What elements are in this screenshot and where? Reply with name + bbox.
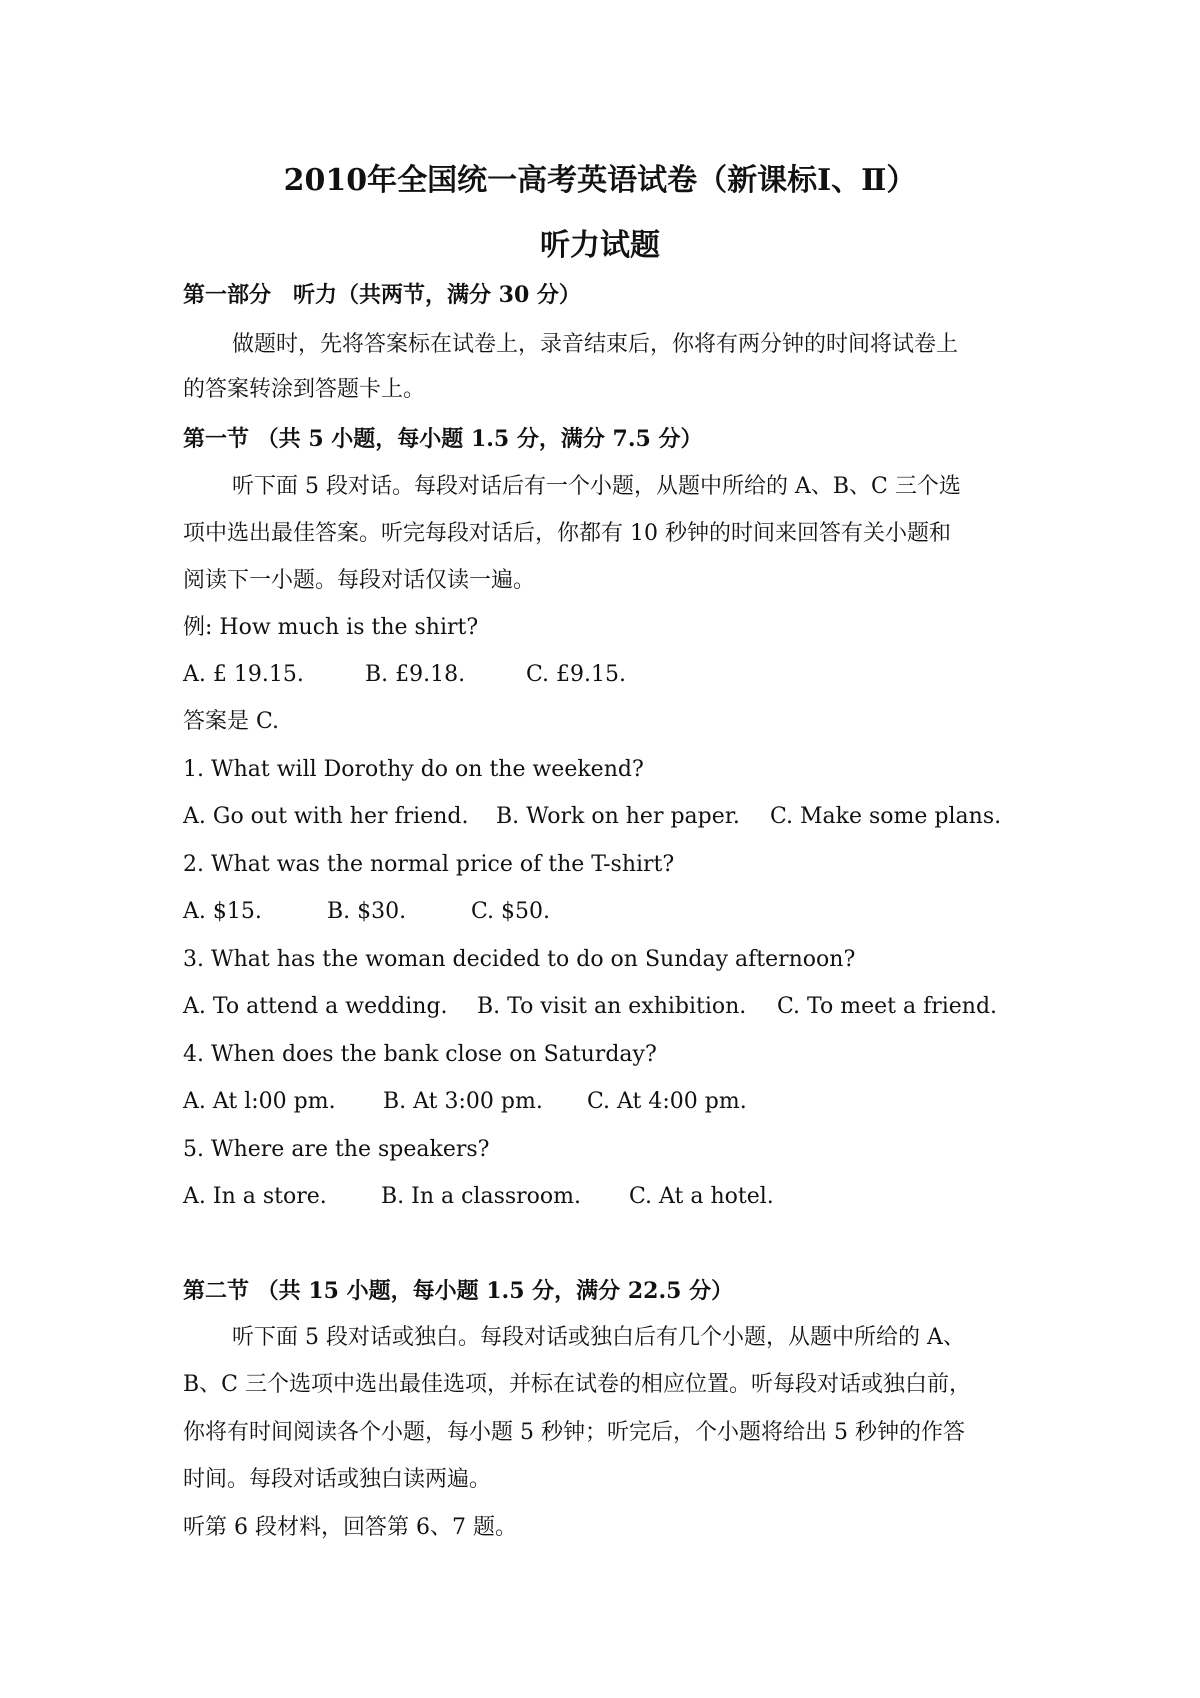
option-b: B. $30. bbox=[327, 899, 407, 924]
option-b: B. To visit an exhibition. bbox=[477, 994, 747, 1019]
section2-instruction-line: 时间。每段对话或独白读两遍。 bbox=[183, 1467, 492, 1492]
question-4: 4. When does the bank close on Saturday? bbox=[183, 1042, 657, 1067]
option-b: B. £9.18. bbox=[365, 662, 466, 687]
option-c: C. £9.15. bbox=[526, 662, 627, 687]
document-subtitle: 听力试题 bbox=[540, 228, 660, 263]
option-b: B. Work on her paper. bbox=[496, 804, 740, 829]
question-3: 3. What has the woman decided to do on Sunday afternoon? bbox=[183, 947, 856, 972]
option-c: C. Make some plans. bbox=[770, 804, 1002, 829]
option-c: C. To meet a friend. bbox=[777, 994, 998, 1019]
option-a: A. To attend a wedding. bbox=[183, 994, 448, 1019]
section1-instruction-line: 项中选出最佳答案。听完每段对话后，你都有 10 秒钟的时间来回答有关小题和 bbox=[183, 521, 951, 546]
question-5: 5. Where are the speakers? bbox=[183, 1137, 490, 1162]
option-c: C. $50. bbox=[471, 899, 551, 924]
material-note: 听第 6 段材料，回答第 6、7 题。 bbox=[183, 1515, 517, 1540]
option-a: A. £ 19.15. bbox=[183, 662, 304, 687]
section2-heading: 第二节 （共 15 小题，每小题 1.5 分，满分 22.5 分） bbox=[183, 1278, 734, 1304]
section2-instruction-line: 你将有时间阅读各个小题，每小题 5 秒钟；听完后，个小题将给出 5 秒钟的作答 bbox=[183, 1420, 965, 1445]
option-c: C. At 4:00 pm. bbox=[587, 1089, 747, 1114]
section1-heading: 第一节 （共 5 小题，每小题 1.5 分，满分 7.5 分） bbox=[183, 426, 703, 452]
part1-instruction-line: 的答案转涂到答题卡上。 bbox=[183, 377, 426, 402]
section1-instruction-line: 听下面 5 段对话。每段对话后有一个小题，从题中所给的 A、B、C 三个选 bbox=[232, 474, 961, 499]
question-2: 2. What was the normal price of the T-shirt? bbox=[183, 852, 675, 877]
section2-instruction-line: B、C 三个选项中选出最佳选项，并标在试卷的相应位置。听每段对话或独白前， bbox=[183, 1372, 971, 1397]
document-title: 2010年全国统一高考英语试卷（新课标Ⅰ、Ⅱ） bbox=[283, 163, 917, 198]
part1-heading: 第一部分 听力（共两节，满分 30 分） bbox=[183, 282, 581, 308]
example-question: 例: How much is the shirt? bbox=[183, 615, 479, 640]
example-answer: 答案是 C. bbox=[183, 709, 280, 734]
section2-instruction-line: 听下面 5 段对话或独白。每段对话或独白后有几个小题，从题中所给的 A、 bbox=[232, 1325, 965, 1350]
option-b: B. In a classroom. bbox=[381, 1184, 582, 1209]
option-a: A. In a store. bbox=[183, 1184, 327, 1209]
option-a: A. Go out with her friend. bbox=[183, 804, 469, 829]
option-a: A. At l:00 pm. bbox=[183, 1089, 336, 1114]
section1-instruction-line: 阅读下一小题。每段对话仅读一遍。 bbox=[183, 568, 536, 593]
part1-instruction-line: 做题时，先将答案标在试卷上，录音结束后，你将有两分钟的时间将试卷上 bbox=[232, 332, 959, 357]
option-c: C. At a hotel. bbox=[629, 1184, 774, 1209]
question-1: 1. What will Dorothy do on the weekend? bbox=[183, 757, 644, 782]
option-a: A. $15. bbox=[183, 899, 262, 924]
option-b: B. At 3:00 pm. bbox=[383, 1089, 543, 1114]
